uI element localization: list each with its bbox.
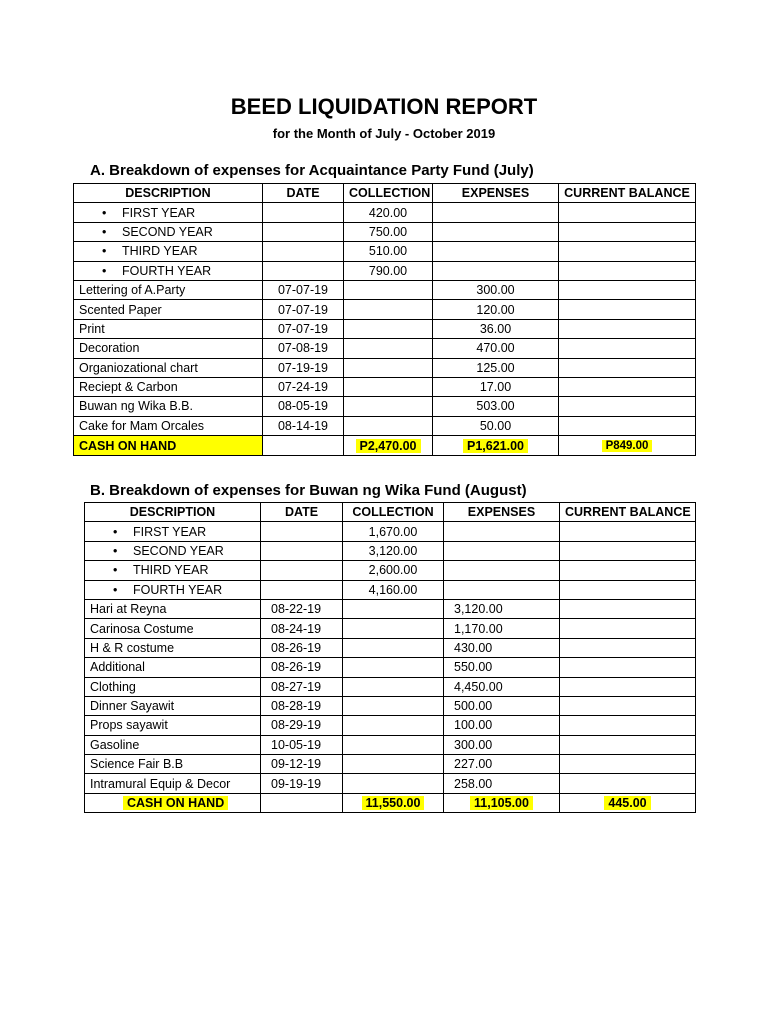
row-expense — [433, 203, 559, 222]
row-balance — [559, 377, 696, 396]
row-date: 08-26-19 — [261, 658, 343, 677]
table-row — [74, 242, 696, 261]
cash-on-hand-label: CASH ON HAND — [74, 436, 263, 456]
row-description: • THIRD YEAR — [85, 561, 261, 580]
row-expense: 1,170.00 — [444, 619, 560, 638]
row-expense: 470.00 — [433, 339, 559, 358]
total-expenses: 11,105.00 — [470, 796, 533, 810]
header-expenses: EXPENSES — [444, 503, 560, 522]
row-expense — [444, 541, 560, 560]
row-description: Intramural Equip & Decor — [85, 774, 261, 793]
row-collection — [343, 619, 444, 638]
table-row — [74, 203, 696, 222]
row-collection — [344, 339, 433, 358]
row-expense: 500.00 — [444, 696, 560, 715]
header-date: DATE — [261, 503, 343, 522]
row-date: 08-14-19 — [263, 416, 344, 435]
row-expense — [444, 522, 560, 541]
row-collection — [343, 735, 444, 754]
header-expenses: EXPENSES — [433, 184, 559, 203]
row-balance — [559, 242, 696, 261]
row-collection — [343, 599, 444, 618]
report-subtitle: for the Month of July - October 2019 — [272, 126, 496, 141]
row-description: Decoration — [74, 339, 263, 358]
row-date: 08-24-19 — [261, 619, 343, 638]
row-balance — [560, 619, 696, 638]
row-description: Carinosa Costume — [85, 619, 261, 638]
row-date: 07-08-19 — [263, 339, 344, 358]
row-expense: 100.00 — [444, 716, 560, 735]
cash-on-hand-row — [85, 793, 696, 812]
header-date: DATE — [263, 184, 344, 203]
row-expense: 550.00 — [444, 658, 560, 677]
row-date: 07-07-19 — [263, 280, 344, 299]
row-expense: 300.00 — [433, 280, 559, 299]
total-collection: P2,470.00 — [356, 439, 421, 453]
row-expense — [433, 242, 559, 261]
row-description: Science Fair B.B — [85, 755, 261, 774]
table-row — [85, 522, 696, 541]
header-description: DESCRIPTION — [85, 503, 261, 522]
table-row — [85, 599, 696, 618]
table-row — [85, 677, 696, 696]
row-date: 07-07-19 — [263, 319, 344, 338]
row-description: Cake for Mam Orcales — [74, 416, 263, 435]
row-description: • FOURTH YEAR — [74, 261, 263, 280]
row-expense: 3,120.00 — [444, 599, 560, 618]
section-a-heading: A. Breakdown of expenses for Acquaintance Party Fund (July) — [90, 162, 534, 179]
row-balance — [560, 580, 696, 599]
row-collection: 790.00 — [344, 261, 433, 280]
row-balance — [559, 397, 696, 416]
row-collection — [344, 416, 433, 435]
row-date: 07-19-19 — [263, 358, 344, 377]
row-date: 10-05-19 — [261, 735, 343, 754]
row-date — [263, 242, 344, 261]
row-balance — [560, 541, 696, 560]
table-row — [85, 774, 696, 793]
row-description: • THIRD YEAR — [74, 242, 263, 261]
table-row — [85, 658, 696, 677]
row-collection: 510.00 — [344, 242, 433, 261]
row-collection — [344, 397, 433, 416]
header-description: DESCRIPTION — [74, 184, 263, 203]
row-balance — [559, 358, 696, 377]
current-balance: P849.00 — [602, 440, 653, 452]
row-description: Reciept & Carbon — [74, 377, 263, 396]
table-row — [85, 619, 696, 638]
table-row — [74, 261, 696, 280]
row-date: 07-07-19 — [263, 300, 344, 319]
row-balance — [560, 599, 696, 618]
row-date: 07-24-19 — [263, 377, 344, 396]
table-row — [85, 735, 696, 754]
row-balance — [560, 755, 696, 774]
row-expense — [433, 222, 559, 241]
row-collection — [344, 377, 433, 396]
row-expense: 503.00 — [433, 397, 559, 416]
row-date — [261, 561, 343, 580]
row-description: Organiozational chart — [74, 358, 263, 377]
row-collection — [344, 280, 433, 299]
table-row — [85, 541, 696, 560]
row-collection: 4,160.00 — [343, 580, 444, 599]
row-collection — [344, 300, 433, 319]
row-date: 09-12-19 — [261, 755, 343, 774]
row-collection: 420.00 — [344, 203, 433, 222]
table-row — [85, 716, 696, 735]
section-b-heading: B. Breakdown of expenses for Buwan ng Wika Fund (August) — [90, 482, 527, 499]
row-date: 08-29-19 — [261, 716, 343, 735]
table-row — [74, 377, 696, 396]
row-balance — [559, 203, 696, 222]
row-balance — [560, 735, 696, 754]
row-expense: 227.00 — [444, 755, 560, 774]
row-date: 08-27-19 — [261, 677, 343, 696]
row-collection — [343, 658, 444, 677]
row-description: • FOURTH YEAR — [85, 580, 261, 599]
row-date: 08-22-19 — [261, 599, 343, 618]
row-balance — [560, 658, 696, 677]
row-expense — [444, 580, 560, 599]
row-expense: 120.00 — [433, 300, 559, 319]
row-collection: 3,120.00 — [343, 541, 444, 560]
row-collection — [343, 696, 444, 715]
row-expense: 300.00 — [444, 735, 560, 754]
row-expense: 430.00 — [444, 638, 560, 657]
row-date — [263, 203, 344, 222]
row-description: Print — [74, 319, 263, 338]
row-description: Scented Paper — [74, 300, 263, 319]
row-description: • SECOND YEAR — [85, 541, 261, 560]
row-collection — [343, 716, 444, 735]
table-row — [85, 696, 696, 715]
row-collection: 2,600.00 — [343, 561, 444, 580]
row-description: Gasoline — [85, 735, 261, 754]
row-collection: 1,670.00 — [343, 522, 444, 541]
acquaintance-party-table — [73, 183, 696, 456]
row-date — [263, 436, 344, 456]
row-date: 08-28-19 — [261, 696, 343, 715]
row-date — [261, 541, 343, 560]
row-balance — [559, 280, 696, 299]
total-collection: 11,550.00 — [362, 796, 425, 810]
table-row — [74, 222, 696, 241]
row-collection — [343, 677, 444, 696]
row-expense: 258.00 — [444, 774, 560, 793]
row-expense: 125.00 — [433, 358, 559, 377]
row-balance — [559, 300, 696, 319]
row-date: 09-19-19 — [261, 774, 343, 793]
row-expense: 4,450.00 — [444, 677, 560, 696]
header-collection: COLLECTION — [344, 184, 433, 203]
row-description: H & R costume — [85, 638, 261, 657]
row-collection — [344, 358, 433, 377]
row-collection — [343, 638, 444, 657]
row-expense — [444, 561, 560, 580]
row-description: Dinner Sayawit — [85, 696, 261, 715]
row-balance — [560, 677, 696, 696]
table-row — [85, 561, 696, 580]
buwan-ng-wika-table — [84, 502, 696, 813]
row-balance — [560, 774, 696, 793]
row-description: Hari at Reyna — [85, 599, 261, 618]
row-description: • FIRST YEAR — [74, 203, 263, 222]
cash-on-hand-row — [74, 436, 696, 456]
row-balance — [560, 522, 696, 541]
row-balance — [559, 222, 696, 241]
row-expense: 17.00 — [433, 377, 559, 396]
row-date — [261, 793, 343, 812]
total-expenses: P1,621.00 — [463, 439, 528, 453]
header-collection: COLLECTION — [343, 503, 444, 522]
table-row — [74, 397, 696, 416]
row-description: Lettering of A.Party — [74, 280, 263, 299]
table-row — [85, 580, 696, 599]
row-balance — [559, 416, 696, 435]
row-description: Buwan ng Wika B.B. — [74, 397, 263, 416]
row-date — [263, 261, 344, 280]
table-row — [74, 319, 696, 338]
row-balance — [560, 561, 696, 580]
table-header-row — [74, 184, 696, 203]
table-row — [74, 339, 696, 358]
row-description: • FIRST YEAR — [85, 522, 261, 541]
row-expense: 50.00 — [433, 416, 559, 435]
row-date: 08-05-19 — [263, 397, 344, 416]
row-expense: 36.00 — [433, 319, 559, 338]
table-row — [74, 358, 696, 377]
header-current-balance: CURRENT BALANCE — [559, 184, 696, 203]
table-row — [85, 638, 696, 657]
table-row — [74, 416, 696, 435]
row-date: 08-26-19 — [261, 638, 343, 657]
row-date — [263, 222, 344, 241]
table-row — [74, 300, 696, 319]
row-description: Props sayawit — [85, 716, 261, 735]
row-collection — [343, 774, 444, 793]
row-date — [261, 580, 343, 599]
current-balance: 445.00 — [604, 796, 650, 810]
row-balance — [559, 261, 696, 280]
header-current-balance: CURRENT BALANCE — [560, 503, 696, 522]
row-collection — [343, 755, 444, 774]
report-title: BEED LIQUIDATION REPORT — [230, 94, 538, 119]
row-balance — [559, 339, 696, 358]
row-balance — [560, 716, 696, 735]
cash-on-hand-label: CASH ON HAND — [123, 796, 228, 810]
table-row — [74, 280, 696, 299]
table-row — [85, 755, 696, 774]
table-header-row — [85, 503, 696, 522]
row-date — [261, 522, 343, 541]
row-balance — [560, 638, 696, 657]
row-collection: 750.00 — [344, 222, 433, 241]
row-balance — [559, 319, 696, 338]
row-balance — [560, 696, 696, 715]
row-collection — [344, 319, 433, 338]
row-description: Clothing — [85, 677, 261, 696]
row-description: • SECOND YEAR — [74, 222, 263, 241]
row-description: Additional — [85, 658, 261, 677]
row-expense — [433, 261, 559, 280]
